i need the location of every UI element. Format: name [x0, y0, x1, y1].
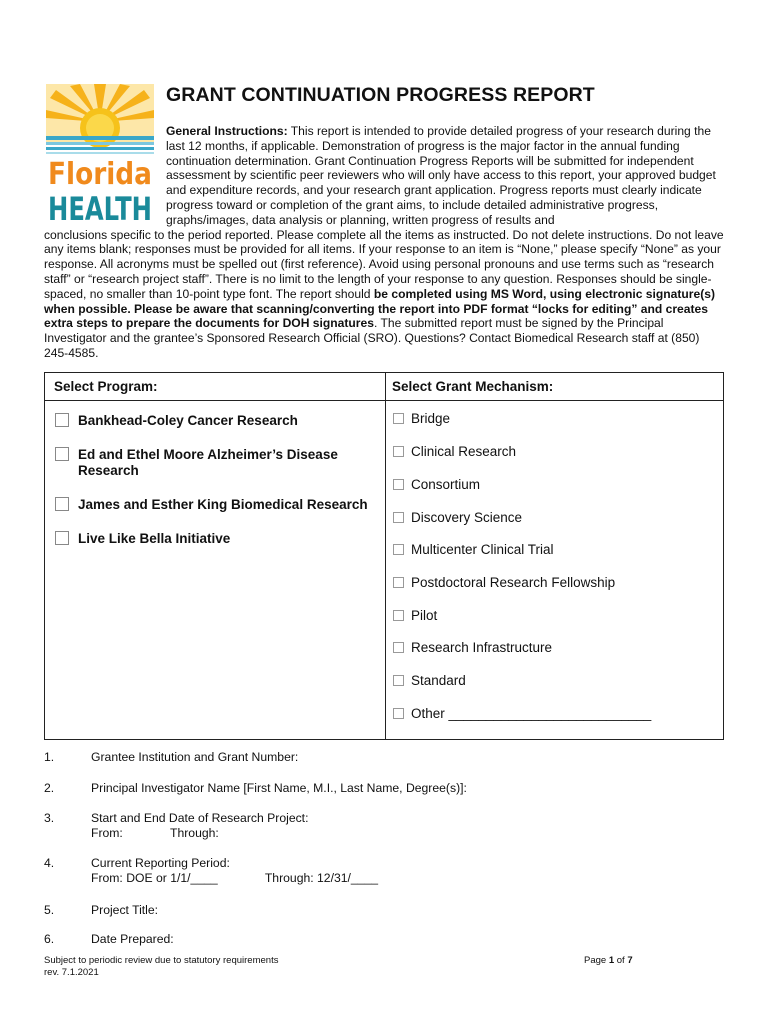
- mechanism-checkbox[interactable]: [393, 675, 404, 686]
- program-option-label: Ed and Ethel Moore Alzheimer’s Disease Research: [78, 447, 338, 478]
- question-subtext: From: Through:: [91, 826, 219, 840]
- mechanism-option-label: Postdoctoral Research Fellowship: [411, 575, 616, 590]
- mechanism-checkbox[interactable]: [393, 642, 404, 653]
- question-number: 6.: [44, 932, 55, 946]
- table-divider: [385, 373, 386, 739]
- page-mid: of: [614, 955, 628, 966]
- program-checkbox[interactable]: [55, 531, 69, 545]
- mechanism-option-label: Research Infrastructure: [411, 640, 553, 655]
- instructions-first-block: [44, 124, 726, 228]
- page-total: 7: [627, 955, 633, 966]
- mechanism-option-label: Standard: [411, 673, 466, 688]
- selection-table: [44, 372, 724, 740]
- page-number: [584, 955, 633, 966]
- question-number: 2.: [44, 781, 55, 795]
- logo-word-health: HEALTH: [48, 190, 152, 228]
- program-checkbox[interactable]: [55, 413, 69, 427]
- mechanism-checkbox[interactable]: [393, 577, 404, 588]
- mechanism-option-label: Discovery Science: [411, 510, 523, 525]
- instructions-part2: conclusions specific to the period reported. Please complete all the items as instructed. Do not delete instructions. Do not leave any items blank; responses must be provided for all items. If your response to an item is “None,” please specify “None” as your response. All acronyms must be spelled out (first reference). Avoid using personal pronouns and use terms such as “research staff” or “research project staff”. There is no limit to the length of your response to any question. Responses should be single-spaced, no smaller than 10-point type font. The report should: [44, 227, 724, 301]
- mechanism-option-label: Pilot: [411, 608, 438, 623]
- mechanism-checkbox[interactable]: [393, 512, 404, 523]
- mechanism-option-label: Consortium: [411, 477, 481, 492]
- footer-notes: [44, 955, 278, 979]
- question-number: 3.: [44, 811, 55, 825]
- program-option-label: Bankhead-Coley Cancer Research: [78, 413, 298, 428]
- program-checkbox[interactable]: [55, 497, 69, 511]
- question-number: 1.: [44, 750, 55, 764]
- mechanism-option-label: Multicenter Clinical Trial: [411, 542, 554, 557]
- instructions-part3: . The submitted report must be signed by the Principal Investigator and the grantee’s Sponsored Research Official (SRO). Questions? Contact Biomedical Research staff at (850) 245-4585.: [44, 316, 700, 360]
- instructions-lead: General Instructions:: [166, 124, 288, 138]
- mechanism-option-label: Other ___________________________: [411, 706, 652, 721]
- mechanism-checkbox[interactable]: [393, 708, 404, 719]
- question-text: Date Prepared:: [91, 932, 174, 946]
- program-option-label: Live Like Bella Initiative: [78, 531, 231, 546]
- mechanism-option-label: Bridge: [411, 411, 451, 426]
- mechanism-checkbox[interactable]: [393, 479, 404, 490]
- page-prefix: Page: [584, 955, 609, 966]
- mechanism-checkbox[interactable]: [393, 544, 404, 555]
- question-text: Grantee Institution and Grant Number:: [91, 750, 299, 764]
- program-option-label: James and Esther King Biomedical Research: [78, 497, 368, 512]
- instructions-part1: This report is intended to provide detailed progress of your research during the last 12 months, if applicable. Demonstration of progress is the major factor in the annual funding continuation determination. Grant Continuation Progress Reports will be submitted for independent assessment by scientific peer reviewers who will only have access to this report, your approved budget and expenditure records, and your research grant application. Progress reports must clearly indicate progress toward or completion of the grant aims, to include detailed administrative progress, graphs/images, data analysis or planning, written progress of results and: [166, 124, 716, 227]
- question-number: 5.: [44, 903, 55, 917]
- program-checkbox[interactable]: [55, 447, 69, 461]
- footer-review-note: Subject to periodic review due to statutory requirements: [44, 955, 279, 966]
- question-text: Start and End Date of Research Project:: [91, 811, 309, 825]
- program-header: Select Program:: [54, 379, 158, 394]
- logo-word-florida: Florida: [48, 157, 152, 192]
- question-text: Project Title:: [91, 903, 159, 917]
- page-current: 1: [608, 955, 615, 966]
- instructions-bold: be completed using MS Word, using electronic signature(s) when possible. Please be aware that scanning/converting the report into PDF format “locks for editing” and creates extra steps to prepare the documents for DOH signatures: [44, 286, 716, 331]
- mechanism-checkbox[interactable]: [393, 610, 404, 621]
- mechanism-header: Select Grant Mechanism:: [392, 379, 554, 394]
- page-title: GRANT CONTINUATION PROGRESS REPORT: [166, 84, 595, 106]
- table-header-rule: [45, 400, 723, 401]
- question-number: 4.: [44, 856, 55, 870]
- question-text: Current Reporting Period:: [91, 856, 230, 870]
- question-text: Principal Investigator Name [First Name, M.I., Last Name, Degree(s)]:: [91, 781, 467, 795]
- mechanism-checkbox[interactable]: [393, 446, 404, 457]
- general-instructions: [44, 124, 726, 361]
- question-subtext: From: DOE or 1/1/____ Through: 12/31/____: [91, 871, 379, 885]
- mechanism-option-label: Clinical Research: [411, 444, 517, 459]
- footer-revision: rev. 7.1.2021: [44, 967, 99, 978]
- mechanism-checkbox[interactable]: [393, 413, 404, 424]
